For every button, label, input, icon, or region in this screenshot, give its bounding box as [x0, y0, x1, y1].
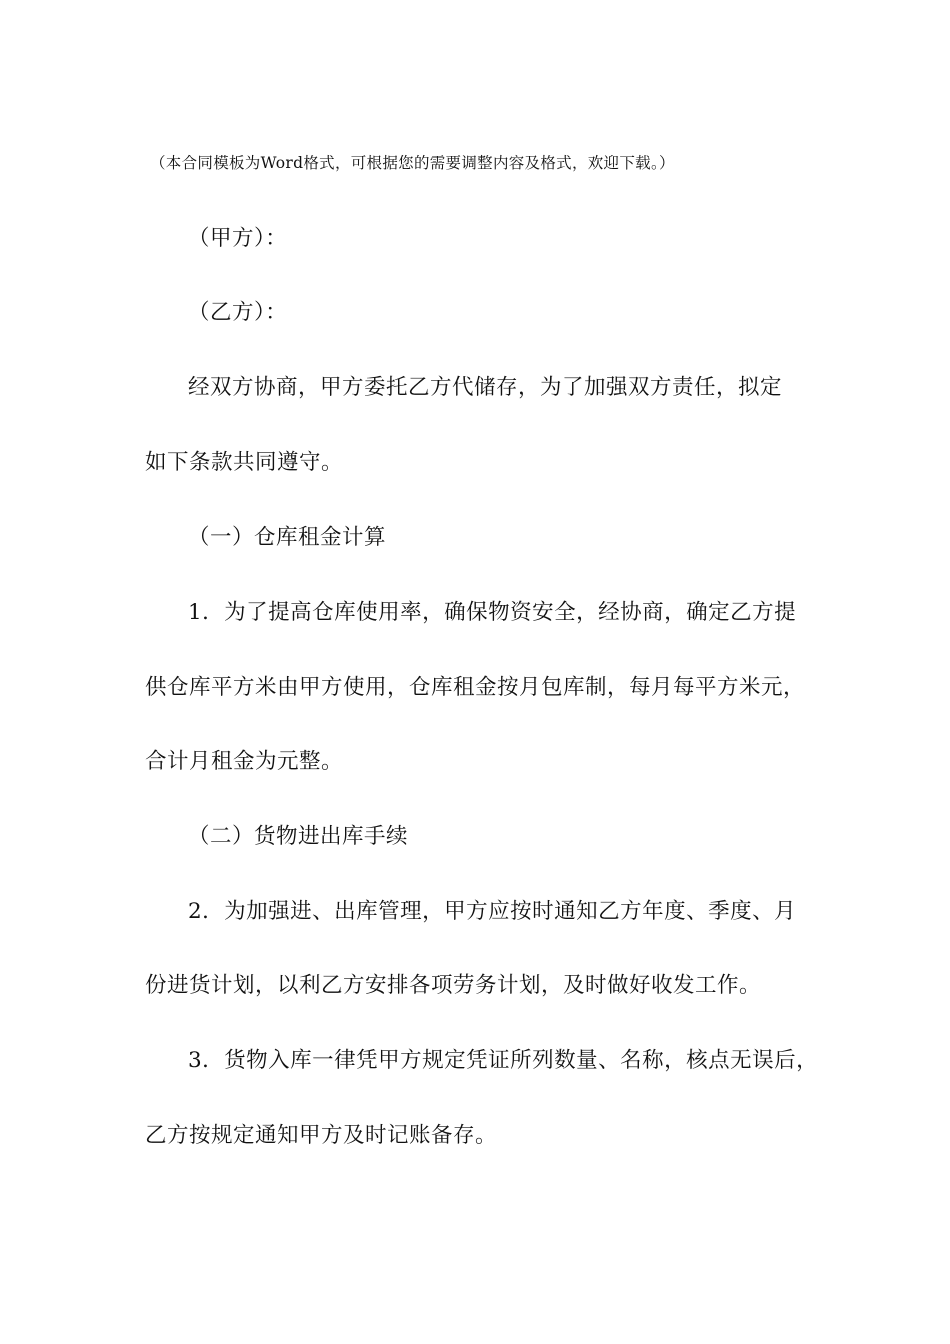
- clause-3-line-1: 3．货物入库一律凭甲方规定凭证所列数量、名称，核点无误后，: [188, 1048, 819, 1073]
- party-a-label: （甲方）：: [188, 226, 288, 251]
- intro-paragraph-line-2: 如下条款共同遵守。: [145, 450, 344, 475]
- party-b-label: （乙方）：: [188, 300, 288, 325]
- clause-2-line-1: 2．为加强进、出库管理，甲方应按时通知乙方年度、季度、月: [188, 899, 797, 924]
- clause-1-line-2: 供仓库平方米由甲方使用，仓库租金按月包库制，每月每平方米元，: [145, 675, 806, 700]
- clause-1-line-3: 合计月租金为元整。: [145, 749, 344, 774]
- template-note: （本合同模板为Word格式，可根据您的需要调整内容及格式，欢迎下载。）: [150, 154, 675, 172]
- clause-3-line-2: 乙方按规定通知甲方及时记账备存。: [145, 1123, 498, 1148]
- intro-paragraph-line-1: 经双方协商，甲方委托乙方代储存，为了加强双方责任，拟定: [188, 375, 783, 400]
- clause-2-line-2: 份进货计划，以利乙方安排各项劳务计划，及时做好收发工作。: [145, 973, 762, 998]
- section-heading-warehousing: （二）货物进出库手续: [188, 824, 409, 849]
- section-heading-rent: （一）仓库租金计算: [188, 525, 387, 550]
- clause-1-line-1: 1．为了提高仓库使用率，确保物资安全，经协商，确定乙方提: [188, 600, 797, 625]
